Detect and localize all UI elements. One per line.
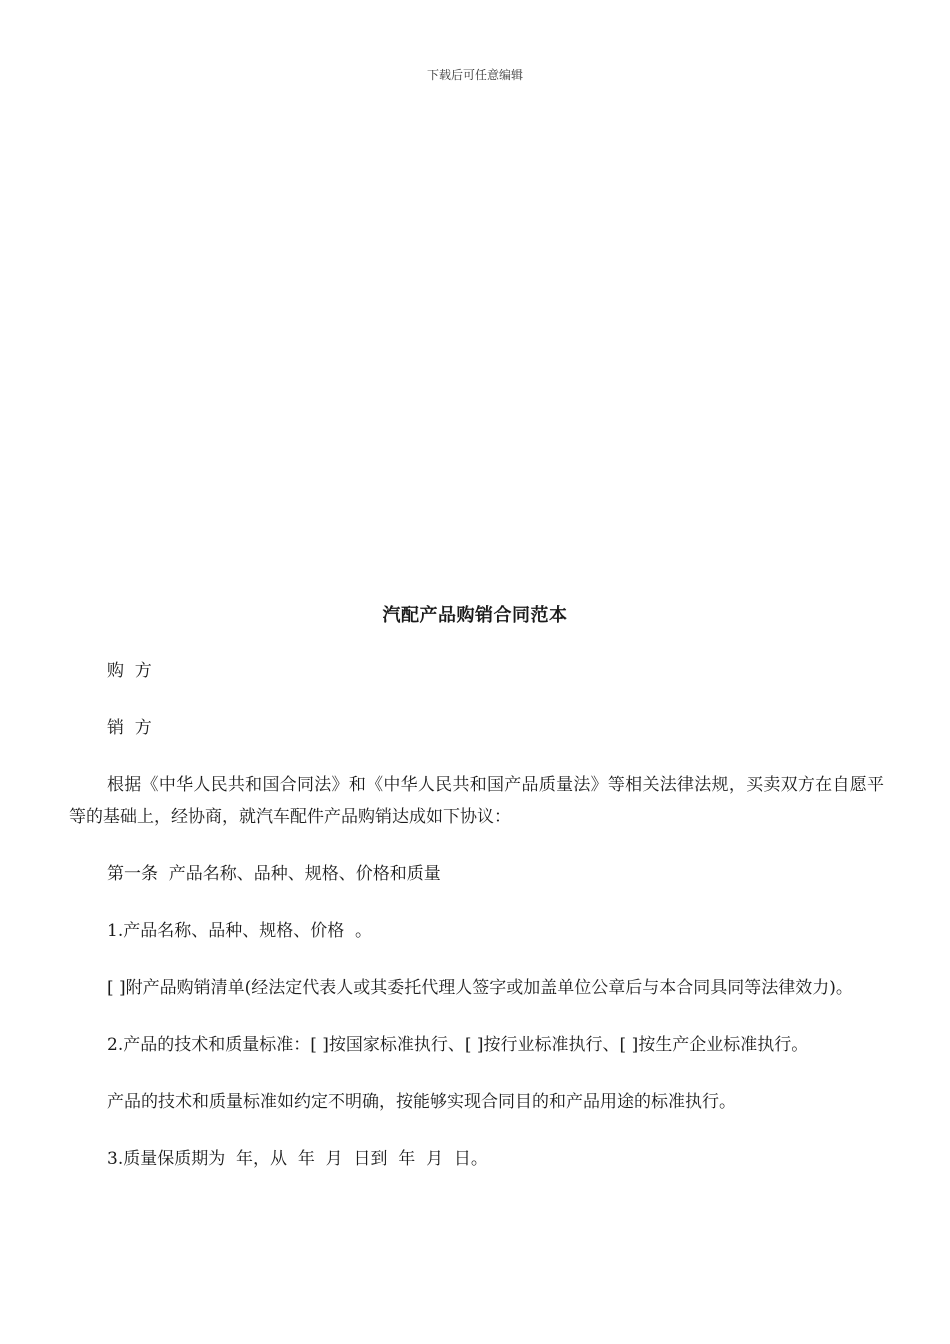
paragraph-seller: 销 方 — [107, 718, 152, 738]
page-header-note: 下载后可任意编辑 — [426, 68, 523, 82]
paragraph-clause-1: 1.产品名称、品种、规格、价格 。 — [107, 921, 373, 941]
paragraph-clause-3: 3.质量保质期为 年，从 年 月 日到 年 月 日。 — [107, 1149, 488, 1169]
document-body — [69, 655, 884, 1200]
paragraph-buyer: 购 方 — [107, 661, 152, 681]
paragraph-article-one-heading: 第一条 产品名称、品种、规格、价格和质量 — [107, 864, 441, 884]
paragraph-standard-note: 产品的技术和质量标准如约定不明确，按能够实现合同目的和产品用途的标准执行。 — [107, 1092, 736, 1112]
document-title: 汽配产品购销合同范本 — [382, 605, 568, 626]
paragraph-preamble: 根据《中华人民共和国合同法》和《中华人民共和国产品质量法》等相关法律法规，买卖双方在自愿平等的基础上，经协商，就汽车配件产品购销达成如下协议： — [69, 775, 884, 827]
paragraph-clause-2: 2.产品的技术和质量标准：[ ]按国家标准执行、[ ]按行业标准执行、[ ]按生产企业标准执行。 — [107, 1035, 809, 1055]
paragraph-attachment-note: [ ]附产品购销清单(经法定代表人或其委托代理人签字或加盖单位公章后与本合同具同等法律效力)。 — [107, 978, 853, 998]
